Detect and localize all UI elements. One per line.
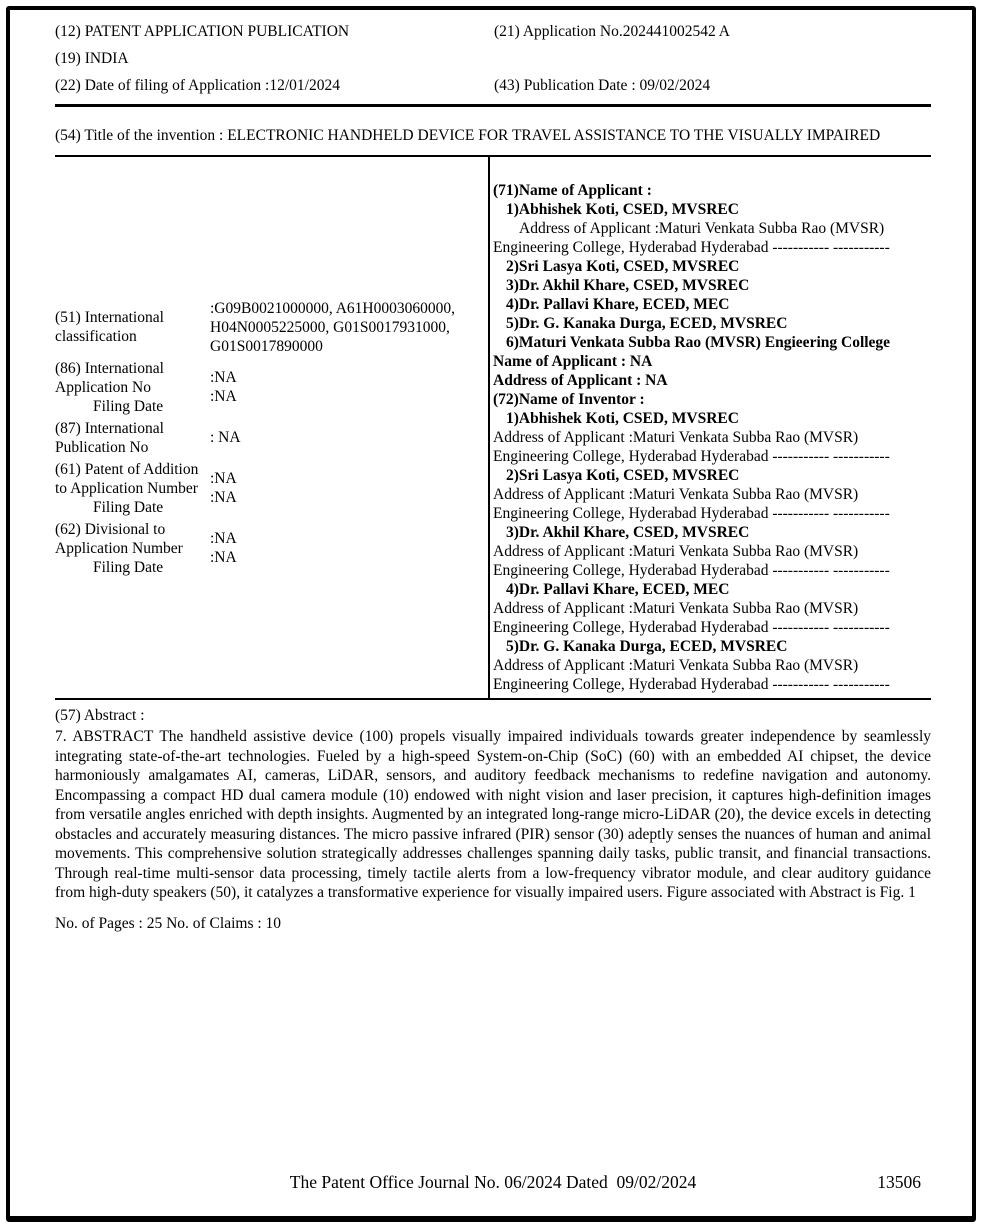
inventor-address-line: Engineering College, Hyderabad Hyderabad ----------- -----------: [493, 619, 890, 636]
biblio-label-line: (86) International: [55, 359, 164, 377]
applicant-address-na: Address of Applicant : NA: [493, 372, 668, 389]
biblio-label-62: [55, 520, 210, 577]
field-21-application-number: (21) Application No.202441002542 A: [494, 23, 730, 40]
biblio-value-line: :NA: [210, 530, 237, 547]
biblio-label-line: (61) Patent of Addition: [55, 460, 199, 478]
applicant-inventor-cell: [490, 157, 931, 698]
biblio-label-line: Filing Date: [93, 558, 164, 576]
invention-title: (54) Title of the invention : ELECTRONIC HANDHELD DEVICE FOR TRAVEL ASSISTANCE TO THE VISUALLY IMPAIRED: [55, 127, 881, 144]
field-43-publication-date: (43) Publication Date : 09/02/2024: [494, 77, 711, 94]
biblio-value-line: :NA: [210, 369, 237, 386]
biblio-value-line: :NA: [210, 489, 237, 506]
biblio-row-86: [55, 359, 488, 416]
applicant-name-na: Name of Applicant : NA: [493, 353, 653, 370]
biblio-value-87: [210, 428, 482, 447]
field-19-country: (19) INDIA: [55, 50, 129, 67]
inventor-name: 4)Dr. Pallavi Khare, ECED, MEC: [506, 581, 730, 598]
biblio-value-line: : NA: [210, 429, 241, 446]
biblio-row-61: [55, 460, 488, 517]
footer: [55, 1172, 931, 1193]
inventor-heading: (72)Name of Inventor :: [493, 391, 645, 408]
biblio-value-line: :G09B0021000000, A61H0003060000, H04N0005225000, G01S0017931000, G01S0017890000: [210, 299, 455, 355]
inventor-address-line: Address of Applicant :Maturi Venkata Subba Rao (MVSR): [493, 657, 859, 674]
pages-claims: No. of Pages : 25 No. of Claims : 10: [55, 914, 282, 932]
biblio-label-line: (87) International: [55, 419, 164, 437]
inventor-name: 1)Abhishek Koti, CSED, MVSREC: [506, 410, 739, 427]
biblio-label-line: Application Number: [55, 539, 183, 557]
biblio-row-87: [55, 419, 488, 457]
abstract-heading: (57) Abstract :: [55, 707, 145, 724]
inventor-address-line: Engineering College, Hyderabad Hyderabad ----------- -----------: [493, 505, 890, 522]
biblio-label-line: (62) Divisional to: [55, 520, 166, 538]
field-22-filing-date: (22) Date of filing of Application :12/01/2024: [55, 77, 340, 94]
inventor-address-line: Address of Applicant :Maturi Venkata Subba Rao (MVSR): [493, 486, 859, 503]
applicant-address-line: Address of Applicant :Maturi Venkata Subba Rao (MVSR): [519, 220, 885, 237]
header-section: [55, 18, 931, 107]
classification-cell: [55, 157, 490, 698]
biblio-label-61: [55, 460, 210, 517]
header-divider: [55, 104, 931, 107]
biblio-value-61: [210, 469, 482, 507]
biblio-label-line: Publication No: [55, 438, 149, 456]
biblio-value-51: [210, 299, 482, 356]
biblio-label-line: Application No: [55, 378, 151, 396]
inventor-address-line: Engineering College, Hyderabad Hyderabad ----------- -----------: [493, 562, 890, 579]
applicant-heading: (71)Name of Applicant :: [493, 182, 652, 199]
biblio-value-86: [210, 368, 482, 406]
biblio-label-line: classification: [55, 328, 137, 345]
biblio-value-line: :NA: [210, 388, 237, 405]
biblio-label-line: to Application Number: [55, 479, 198, 497]
inventor-name: 3)Dr. Akhil Khare, CSED, MVSREC: [506, 524, 750, 541]
biblio-label-87: [55, 419, 210, 457]
applicant-name: 1)Abhishek Koti, CSED, MVSREC: [506, 201, 739, 218]
biblio-label-86: [55, 359, 210, 416]
biblio-value-line: :NA: [210, 549, 237, 566]
biblio-row-62: [55, 520, 488, 577]
inventor-address-line: Address of Applicant :Maturi Venkata Subba Rao (MVSR): [493, 543, 859, 560]
abstract-body: 7. ABSTRACT The handheld assistive device (100) propels visually impaired individuals towards greater independence by seamlessly integrating state-of-the-art technologies. Fueled by a high-speed System-on-Chip (SoC) (60) with an embedded AI chipset, the device harmoniously amalgamates AI, cameras, LiDAR, sensors, and auditory feedback mechanisms to redefine navigation and autonomy. Encompassing a compact HD dual camera module (10) endowed with night vision and laser precision, it captures high-definition images from versatile angles enriched with depth insights. Augmented by an integrated long-range micro-LiDAR (20), the device excels in detecting obstacles and accurately measuring distances. The micro passive infrared (PIR) sensor (30) adeptly senses the nuances of human and animal movements. This comprehensive solution strategically addresses challenges spanning daily tasks, public transit, and financial transactions. Through real-time multi-sensor data processing, timely tactile alerts from a low-frequency vibrator module, and clear auditory guidance from high-duty speakers (50), it catalyzes a transformative experience for visually impaired users. Figure associated with Abstract is Fig. 1: [55, 728, 931, 901]
biblio-label-line: (51) International: [55, 309, 164, 326]
header-row-2: [55, 45, 931, 72]
biblio-label-51: [55, 308, 210, 346]
page-number: 13506: [877, 1172, 921, 1192]
applicant-name: 6)Maturi Venkata Subba Rao (MVSR) Engieering College: [506, 334, 891, 351]
biblio-table: [55, 157, 931, 700]
header-row-2-spacer: [494, 45, 931, 72]
inventor-address-line: Engineering College, Hyderabad Hyderabad ----------- -----------: [493, 448, 890, 465]
applicant-name: 5)Dr. G. Kanaka Durga, ECED, MVSREC: [506, 315, 788, 332]
biblio-label-line: Filing Date: [93, 397, 164, 415]
page-content: [55, 18, 931, 933]
journal-line: The Patent Office Journal No. 06/2024 Dated 09/02/2024: [289, 1172, 697, 1192]
inventor-address-line: Address of Applicant :Maturi Venkata Subba Rao (MVSR): [493, 600, 859, 617]
applicant-name: 2)Sri Lasya Koti, CSED, MVSREC: [506, 258, 740, 275]
applicant-name: 4)Dr. Pallavi Khare, ECED, MEC: [506, 296, 730, 313]
inventor-name: 5)Dr. G. Kanaka Durga, ECED, MVSREC: [506, 638, 788, 655]
biblio-label-line: Filing Date: [93, 498, 164, 516]
applicant-name: 3)Dr. Akhil Khare, CSED, MVSREC: [506, 277, 750, 294]
applicant-address-line: Engineering College, Hyderabad Hyderabad ----------- -----------: [493, 239, 890, 256]
biblio-value-line: :NA: [210, 470, 237, 487]
inventor-address-line: Address of Applicant :Maturi Venkata Subba Rao (MVSR): [493, 429, 859, 446]
inventor-address-line: Engineering College, Hyderabad Hyderabad ----------- -----------: [493, 676, 890, 693]
field-12-publication-type: (12) PATENT APPLICATION PUBLICATION: [55, 23, 350, 40]
biblio-value-62: [210, 529, 482, 567]
biblio-row-51: [55, 299, 488, 356]
header-row-3: [55, 72, 931, 99]
header-row-1: [55, 18, 931, 45]
inventor-name: 2)Sri Lasya Koti, CSED, MVSREC: [506, 467, 740, 484]
